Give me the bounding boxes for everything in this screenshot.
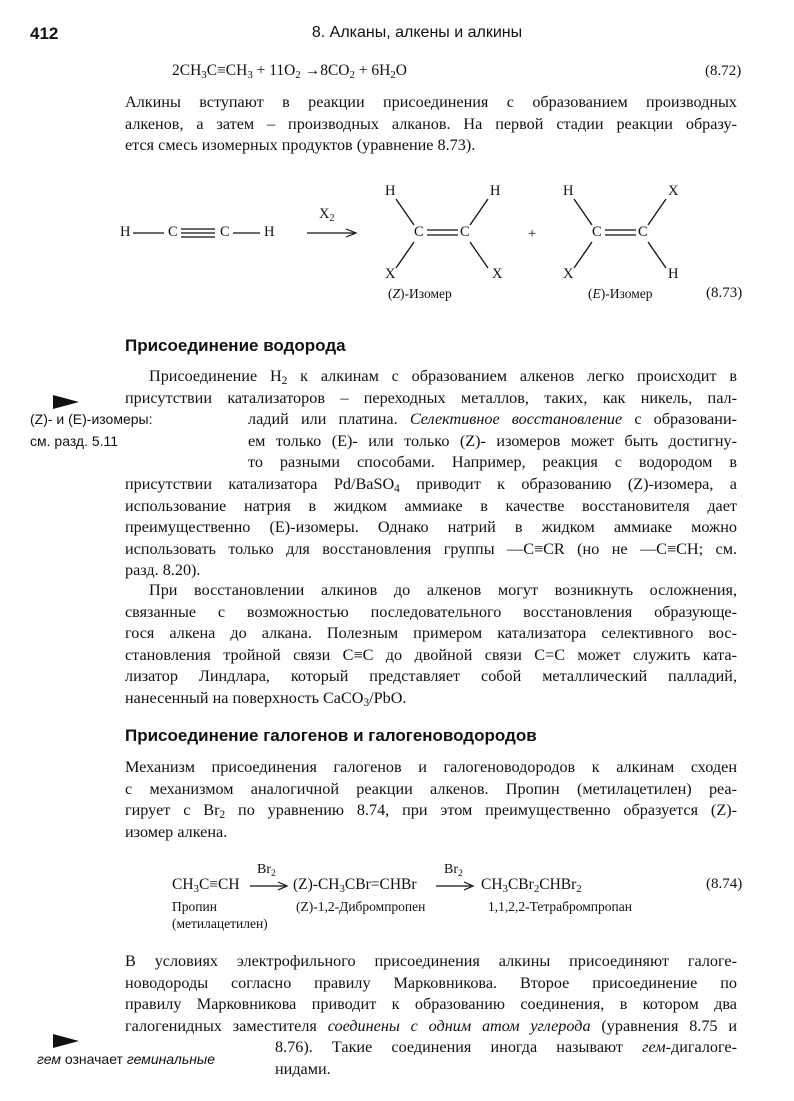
margin-arrow-icon	[53, 395, 79, 409]
formula-sub: 2	[576, 883, 582, 895]
atom-h: H	[264, 224, 275, 240]
equation-number-8-72: (8.72)	[705, 63, 742, 79]
italic-term: соединены с одним атом углерода	[327, 1016, 591, 1035]
text-line: гося алкена до алкана. Полезным примером катализатора селективного вос-	[125, 624, 737, 643]
eq-part: 2CH	[172, 62, 202, 79]
atom-c: C	[460, 224, 470, 240]
text-line: использовать только для восстановления группы —C≡CR (но не —C≡CH; см.	[125, 539, 737, 558]
formula-part: CH	[481, 876, 503, 893]
text-line: ется смесь изомерных продуктов (уравнение 8.73).	[125, 136, 476, 155]
atom-h: H	[385, 183, 396, 199]
text-part: нанесенный на поверхность CaCO	[125, 688, 364, 707]
text-part: /PbO.	[369, 688, 407, 707]
text-part: к алкинам с образованием алкенов легко происходит в	[287, 367, 738, 385]
formula-part: CHBr	[539, 876, 577, 893]
text-part: с образовани-	[622, 410, 737, 429]
text-part: приводит к образованию (Z)-изомера, а	[399, 474, 737, 493]
text-line	[125, 800, 737, 822]
paragraph-halogens-1	[125, 757, 737, 843]
atom-c: C	[220, 224, 230, 240]
text-line: связанные с возможностью последовательного восстановления образующе-	[125, 602, 737, 621]
atom-h: H	[120, 224, 131, 240]
propyne-formula	[172, 876, 240, 894]
text-part: (уравнения 8.75 и	[590, 1016, 738, 1035]
equation-8-72	[172, 62, 407, 80]
e-isomer-label	[588, 286, 653, 302]
atom-h: H	[668, 266, 679, 282]
text-line: ем только (E)- или только (Z)- изомеров может быть достигну-	[248, 431, 737, 450]
dibromopropene-formula	[293, 876, 417, 894]
text-part: Присоединение H	[149, 367, 282, 385]
eq-part: + 11O	[252, 62, 296, 79]
text-line: правилу Марковникова приводит к образованию соединения, в котором два	[125, 995, 737, 1014]
atom-x: X	[668, 183, 679, 199]
text-line: то разными способами. Например, реакция с водородом в	[248, 453, 737, 472]
formula-sub: 3	[502, 883, 508, 895]
text-line: лизатор Линдлара, который представляет собой металлический палладий,	[125, 667, 737, 686]
reaction-arrow-icon	[435, 881, 475, 891]
text-line: алкенов, а затем – производных алканов. На первой стадии реакции образу-	[125, 114, 737, 133]
reagent-symbol: Br	[444, 862, 458, 877]
text-line	[275, 1037, 737, 1059]
compound-name: (метилацетилен)	[172, 916, 268, 931]
reagent-sub: 2	[329, 213, 335, 224]
label-letter: Z	[392, 286, 401, 301]
text-line	[248, 409, 737, 431]
text-sub: 3	[363, 696, 370, 709]
atom-c: C	[638, 224, 648, 240]
eq-part: + 6H	[354, 62, 391, 79]
atom-c: C	[592, 224, 602, 240]
paragraph-intro	[125, 92, 737, 157]
text-part: 8.76). Такие соединения иногда называют	[275, 1038, 643, 1057]
atom-h: H	[563, 183, 574, 199]
reagent-br2	[444, 862, 463, 878]
reagent-symbol: Br	[257, 862, 271, 877]
formula-part: C≡CH	[198, 876, 240, 893]
text-sub: 2	[219, 809, 226, 822]
compound-name: 1,1,2,2-Тетрабромпропан	[488, 899, 632, 914]
margin-note-text: означает	[60, 1051, 127, 1067]
label-letter: E	[592, 286, 601, 301]
text-part: по уравнению 8.74, при этом преимущественно образуется (Z)-	[225, 801, 737, 820]
margin-note-gem	[37, 1049, 215, 1071]
text-line: преимущественно (E)-изомеры. Однако натрий в жидком аммиаке можно	[125, 518, 737, 537]
atom-x: X	[563, 266, 574, 282]
formula-part: CBr	[507, 876, 534, 893]
paragraph-halogens-2	[125, 951, 737, 1081]
eq-sub: 3	[201, 69, 207, 81]
plus-sign: +	[528, 226, 537, 242]
equation-number-8-73: (8.73)	[706, 285, 743, 301]
reagent-sub: 2	[271, 868, 276, 879]
text-part: присутствии катализатора Pd/BaSO	[125, 474, 395, 493]
eq-sub: 2	[349, 69, 355, 81]
margin-note-line: (Z)- и (E)-изомеры:	[30, 411, 153, 427]
atom-c: C	[168, 224, 178, 240]
text-part: -дигалоге-	[665, 1038, 737, 1057]
text-line	[125, 688, 737, 710]
text-part: ладий или платина.	[248, 410, 410, 429]
text-line: разд. 8.20).	[125, 561, 201, 580]
compound-name: Пропин	[172, 899, 217, 914]
margin-note-italic: гем	[37, 1051, 61, 1067]
reagent-symbol: X	[319, 206, 330, 222]
section-heading-hydrogen: Присоединение водорода	[125, 336, 346, 355]
text-line: При восстановлении алкинов до алкенов могут возникнуть осложнения,	[149, 581, 737, 599]
label-part: )-Изомер	[400, 286, 452, 301]
eq-sub: 2	[390, 69, 396, 81]
formula-sub: 2	[533, 883, 540, 895]
text-line: использование натрия в жидком аммиаке в качестве восстановителя дает	[125, 496, 737, 515]
margin-arrow-icon	[53, 1034, 79, 1048]
formula-part: (Z)-CH	[293, 876, 340, 893]
reaction-arrow-icon	[249, 881, 289, 891]
text-line: Механизм присоединения галогенов и галогеноводородов к алкинам сходен	[125, 758, 737, 776]
paragraph-hydrogen-1	[125, 366, 737, 582]
label-part: (	[388, 286, 393, 301]
section-heading-halogens: Присоединение галогенов и галогеноводородов	[125, 726, 537, 745]
italic-term: гем	[642, 1038, 666, 1057]
text-line: становления тройной связи C≡C до двойной связи C=C может служить ката-	[125, 645, 737, 664]
eq-part: →8CO	[300, 62, 350, 79]
equation-8-74	[0, 862, 794, 932]
running-title: 8. Алканы, алкены и алкины	[311, 24, 523, 41]
equation-8-73	[0, 170, 794, 310]
italic-term: Селективное восстановление	[409, 410, 623, 429]
text-line	[125, 474, 737, 496]
compound-name: (Z)-1,2-Дибромпропен	[296, 899, 426, 914]
atom-h: H	[490, 183, 501, 199]
eq-part: O	[395, 62, 407, 79]
label-part: (	[588, 286, 593, 301]
text-part: гирует с Br	[125, 801, 220, 820]
reagent-x2	[319, 206, 335, 223]
reagent-br2	[257, 862, 276, 878]
margin-note-line: см. разд. 5.11	[30, 432, 119, 449]
text-line: В условиях электрофильного присоединения алкины присоединяют галоге-	[125, 952, 737, 970]
text-line: присутствии катализаторов – переходных металлов, таких, как никель, пал-	[125, 388, 737, 407]
page-number: 412	[30, 24, 59, 43]
margin-note-italic: геминальные	[126, 1051, 215, 1067]
label-part: )-Изомер	[600, 286, 653, 301]
text-line	[125, 366, 737, 388]
equation-number-8-74: (8.74)	[706, 876, 743, 892]
text-sub: 2	[281, 375, 288, 387]
text-line: нидами.	[275, 1059, 331, 1078]
reagent-sub: 2	[458, 868, 463, 879]
text-line: с механизмом аналогичной реакции алкенов. Пропин (метилацетилен) реа-	[125, 779, 737, 798]
formula-sub: 3	[193, 883, 199, 895]
text-line	[125, 1016, 737, 1038]
text-sub: 4	[394, 482, 400, 495]
text-line: Алкины вступают в реакции присоединения с образованием производных	[125, 93, 737, 111]
text-line: изомер алкена.	[125, 822, 228, 841]
formula-part: CH	[172, 876, 194, 893]
formula-sub: 3	[339, 883, 345, 895]
eq-sub: 2	[295, 69, 301, 81]
paragraph-hydrogen-2	[125, 580, 737, 710]
text-line: новодороды согласно правилу Марковникова. Второе присоединение по	[125, 973, 737, 992]
atom-x: X	[385, 266, 396, 282]
eq-part: C≡CH	[206, 62, 248, 79]
z-isomer-label	[388, 286, 452, 302]
formula-part: CBr=CHBr	[344, 876, 417, 893]
tetrabromopropane-formula	[481, 876, 582, 894]
atom-c: C	[414, 224, 424, 240]
atom-x: X	[492, 266, 503, 282]
eq-sub: 3	[247, 69, 253, 81]
text-part: галогенидных заместителя	[125, 1016, 328, 1035]
